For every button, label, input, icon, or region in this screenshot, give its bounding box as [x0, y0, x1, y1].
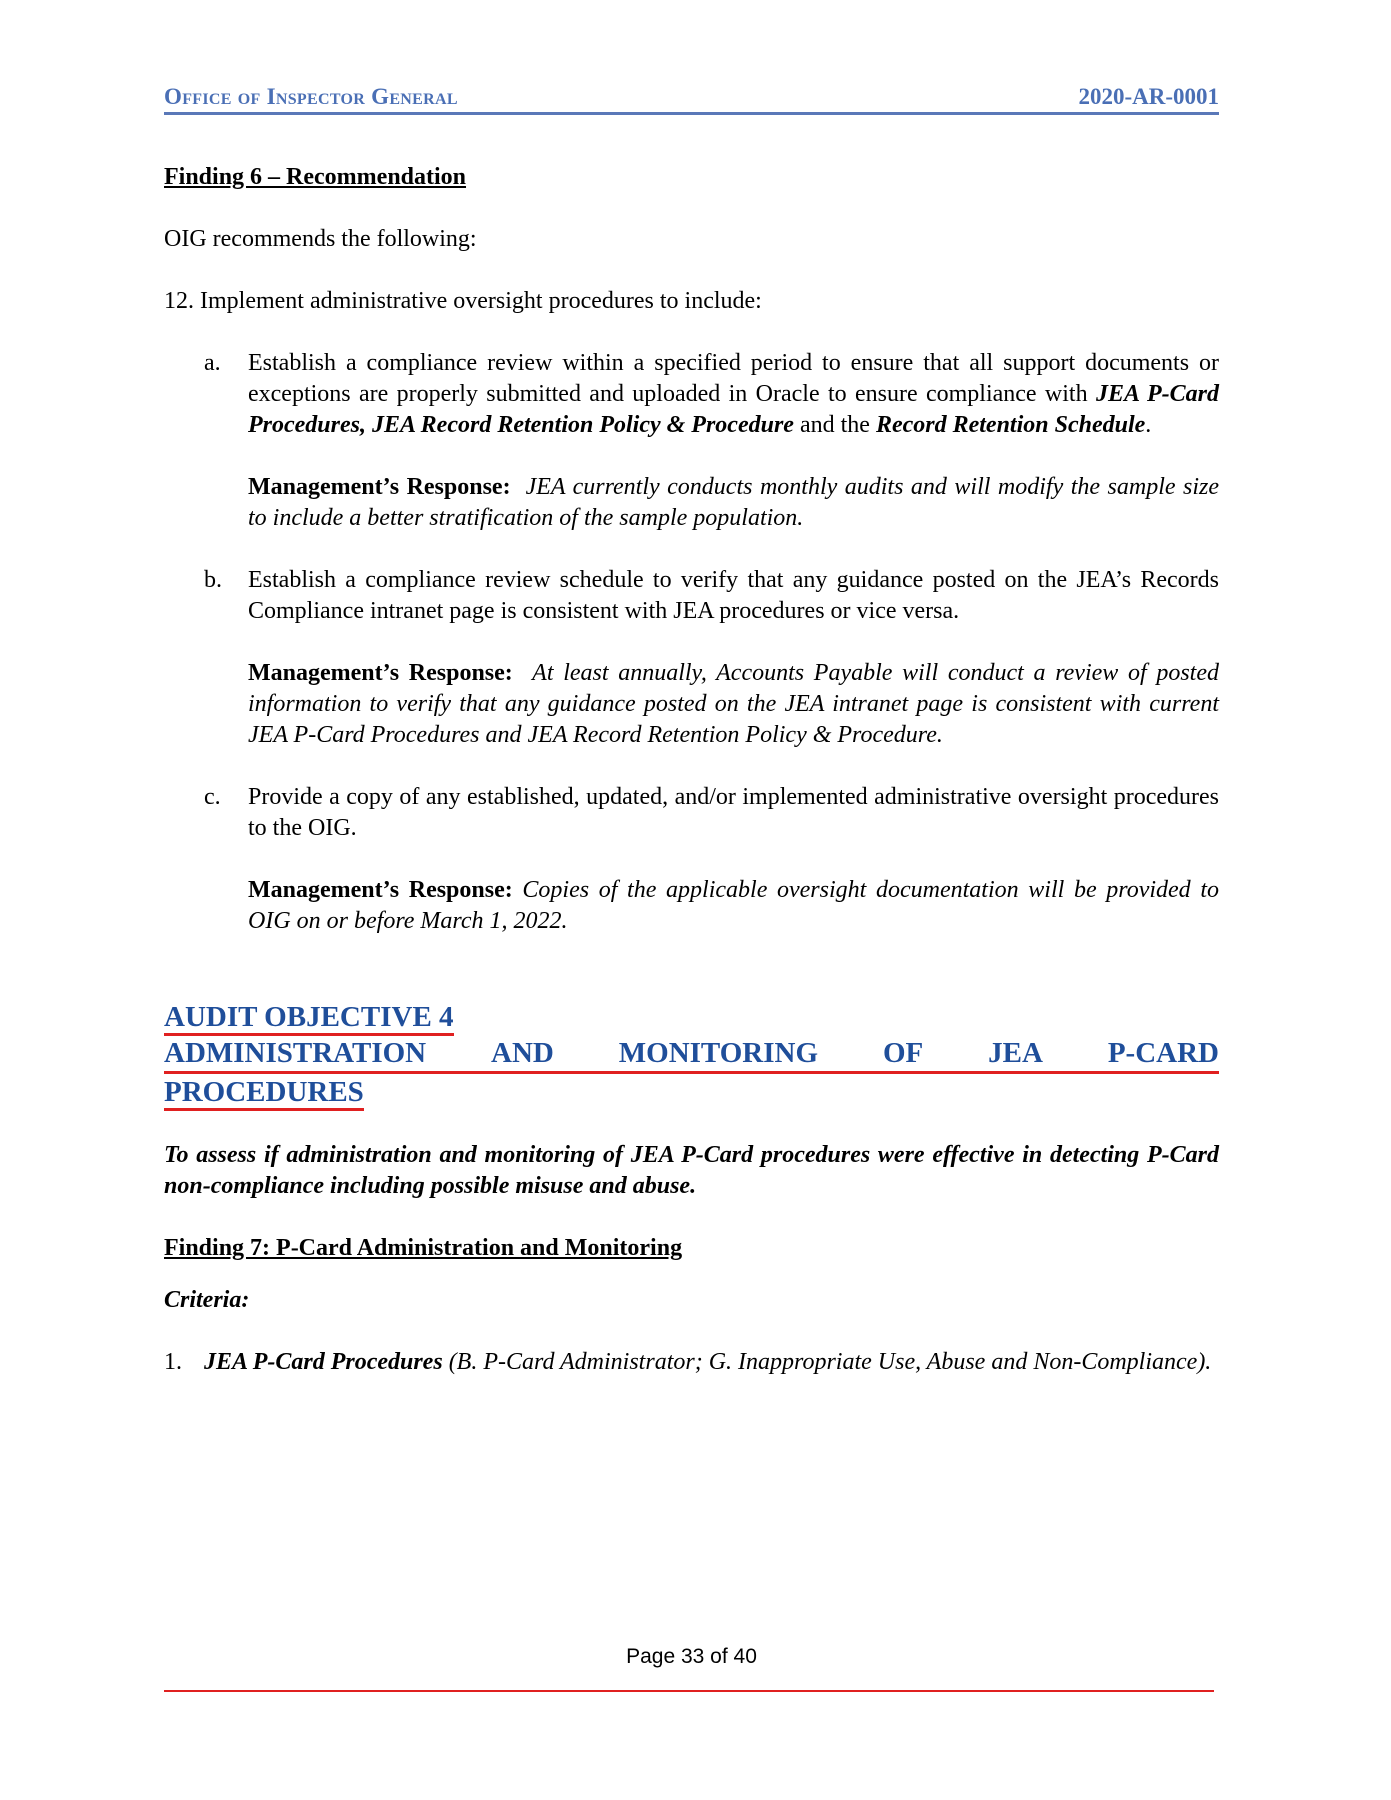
list-item-b	[204, 565, 1219, 627]
recommendation-text: Implement administrative oversight procedures to include:	[200, 288, 762, 314]
finding7-title: Finding 7: P-Card Administration and Monitoring	[164, 1235, 683, 1261]
policy-reference: Record Retention Schedule	[875, 412, 1146, 438]
management-response-a	[248, 472, 1219, 534]
list-marker: a.	[204, 350, 221, 376]
policy-reference: JEA P-Card Procedures, JEA Record Retention Policy & Procedure	[248, 381, 1219, 438]
response-text: JEA currently conducts monthly audits and will modify the sample size to include a better stratification of the sample population.	[248, 474, 1220, 531]
audit-objective-heading	[164, 999, 1219, 1110]
criteria-item-1	[164, 1347, 1219, 1378]
page-content	[164, 162, 1219, 1378]
objective-title-line	[164, 1035, 1219, 1074]
list-item-c	[204, 782, 1219, 844]
criteria-text	[204, 1347, 1219, 1378]
objective-number: AUDIT OBJECTIVE 4	[164, 1001, 454, 1036]
objective-statement: To assess if administration and monitoring of JEA P-Card procedures were effective in detecting P-Card non-compliance including possible misuse and abuse.	[164, 1142, 1219, 1199]
footer-divider	[164, 1690, 1214, 1692]
list-item-a	[204, 348, 1219, 441]
list-item-text	[248, 348, 1219, 441]
list-marker: b.	[204, 567, 222, 593]
criteria-number: 1.	[164, 1349, 182, 1375]
header-office-name: Office of Inspector General	[164, 84, 458, 109]
response-text: Copies of the applicable oversight documentation will be provided to OIG on or before March 1, 2022.	[248, 877, 1219, 934]
list-item-text: Provide a copy of any established, updated, and/or implemented administrative oversight procedures to the OIG.	[248, 784, 1219, 841]
header-report-number: 2020-AR-0001	[1078, 84, 1219, 109]
page-number: Page 33 of 40	[626, 1645, 757, 1668]
objective-word: P-CARD	[1107, 1037, 1219, 1069]
objective-word: JEA	[988, 1037, 1043, 1069]
management-response-c	[248, 875, 1219, 937]
criteria-label: Criteria:	[164, 1287, 250, 1313]
objective-word: OF	[882, 1037, 924, 1069]
objective-word: AND	[491, 1037, 554, 1069]
recommendation-12	[164, 286, 1219, 317]
page-header	[164, 82, 1219, 115]
text-segment: Establish a compliance review within a specified period to ensure that all support documents or exceptions are properly submitted and uploaded in Oracle to ensure compliance with	[248, 350, 1219, 407]
response-label: Management’s Response:	[248, 877, 513, 903]
recommendation-number: 12.	[164, 288, 194, 314]
finding6-intro: OIG recommends the following:	[164, 226, 477, 252]
response-label: Management’s Response:	[248, 474, 511, 500]
management-response-b	[248, 658, 1219, 751]
text-segment: (B. P-Card Administrator; G. Inappropriate Use, Abuse and Non-Compliance).	[442, 1349, 1212, 1375]
objective-word: MONITORING	[618, 1037, 819, 1069]
objective-word: ADMINISTRATION	[164, 1037, 427, 1069]
policy-reference: JEA P-Card Procedures	[204, 1349, 443, 1375]
list-item-text: Establish a compliance review schedule to verify that any guidance posted on the JEA’s Records Compliance intranet page is consistent with JEA procedures or vice versa.	[248, 567, 1219, 624]
response-label: Management’s Response:	[248, 660, 513, 686]
list-marker: c.	[204, 784, 221, 810]
text-segment: and the	[793, 412, 876, 438]
finding6-title: Finding 6 – Recommendation	[164, 164, 467, 190]
response-text: At least annually, Accounts Payable will conduct a review of posted information to verify that any guidance posted on the JEA intranet page is consistent with current JEA P-Card Procedures and JEA Record Retention Policy & Procedure.	[248, 660, 1219, 748]
text-segment: .	[1145, 412, 1152, 438]
objective-title-end: PROCEDURES	[164, 1076, 364, 1111]
